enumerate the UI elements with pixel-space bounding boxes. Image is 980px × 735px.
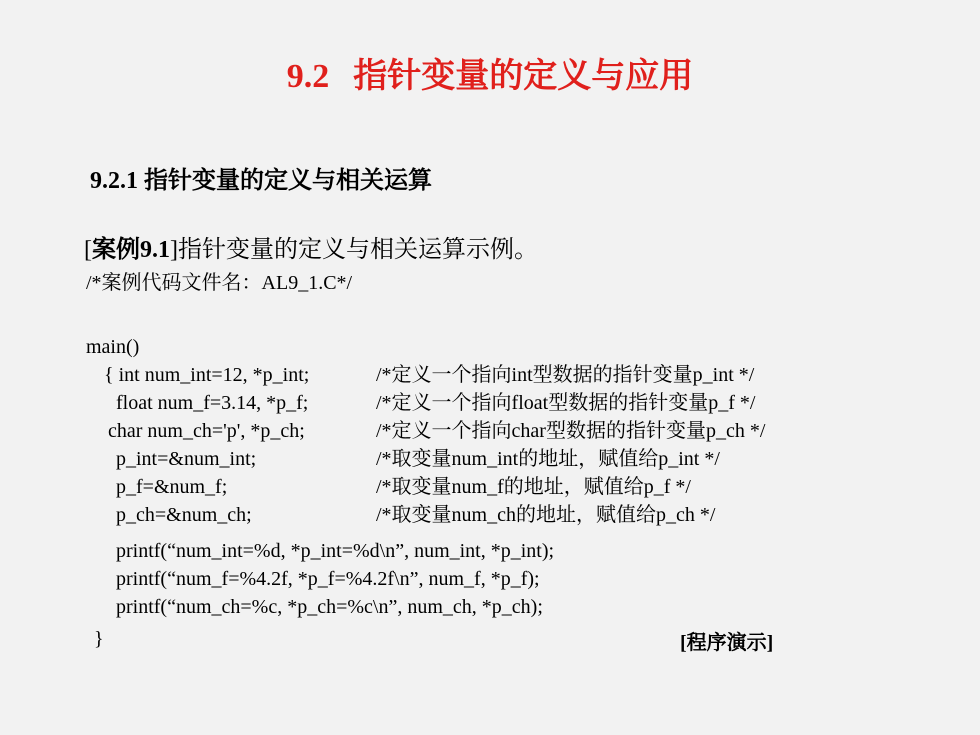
title-text: 指针变量的定义与应用: [353, 58, 694, 95]
code-comment-4: /*取变量num_int的地址，赋值给p_int */: [376, 448, 720, 470]
case-bracket-close: ]: [170, 237, 178, 263]
code-line-2: float num_f=3.14, *p_f;: [116, 392, 309, 414]
case-text: 指针变量的定义与相关运算示例。: [178, 237, 538, 263]
code-line-6: p_ch=&num_ch;: [116, 504, 252, 526]
code-comment-2: /*定义一个指向float型数据的指针变量p_f */: [376, 392, 756, 414]
code-close-brace: }: [94, 628, 104, 650]
demo-link[interactable]: [程序演示]: [680, 632, 774, 654]
code-comment-3: /*定义一个指向char型数据的指针变量p_ch */: [376, 420, 766, 442]
code-line-5: p_f=&num_f;: [116, 476, 228, 498]
slide-title: [0, 48, 980, 97]
code-line-7: printf(“num_int=%d, *p_int=%d\n”, num_int, *p_int);: [116, 540, 555, 562]
title-number: 9.2: [286, 58, 330, 95]
code-line-8: printf(“num_f=%4.2f, *p_f=%4.2f\n”, num_f, *p_f);: [116, 568, 540, 590]
code-line-9: printf(“num_ch=%c, *p_ch=%c\n”, num_ch, *p_ch);: [116, 596, 543, 618]
code-line-4: p_int=&num_int;: [116, 448, 257, 470]
section-heading: 9.2.1 指针变量的定义与相关运算: [90, 168, 432, 194]
code-line-3: char num_ch='p', *p_ch;: [108, 420, 305, 442]
code-main: main(): [86, 336, 140, 358]
case-label: 案例9.1: [92, 237, 170, 263]
code-comment-5: /*取变量num_f的地址，赋值给p_f */: [376, 476, 691, 498]
case-bracket-open: [: [84, 237, 92, 263]
code-line-1: { int num_int=12, *p_int;: [104, 364, 310, 386]
case-heading: [84, 229, 538, 264]
code-comment-1: /*定义一个指向int型数据的指针变量p_int */: [376, 364, 755, 386]
code-comment-6: /*取变量num_ch的地址，赋值给p_ch */: [376, 504, 716, 526]
code-filename-comment: /*案例代码文件名：AL9_1.C*/: [86, 272, 353, 294]
